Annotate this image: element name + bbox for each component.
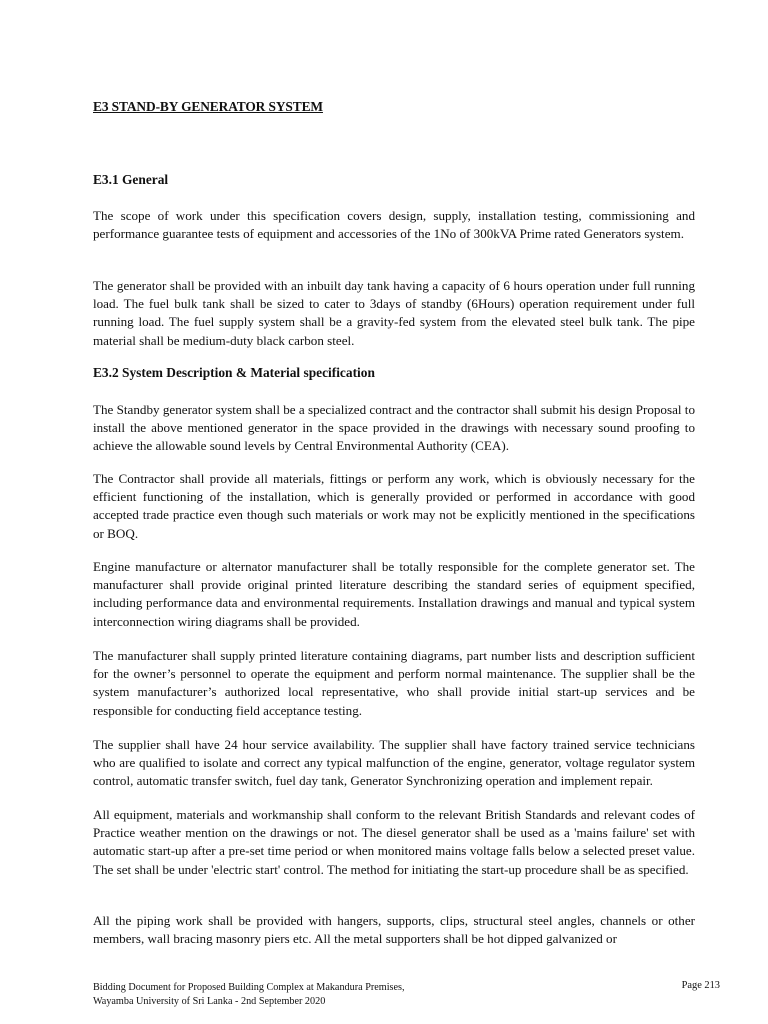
paragraph: Engine manufacture or alternator manufacturer shall be totally responsible for the complete generator set. The manufacturer shall provide original printed literature describing the standard series of equipment specified, including performance data and environmental requirements. Installation drawings and manual and typical system interconnection wiring diagrams shall be provided. (93, 559, 695, 629)
paragraph: The scope of work under this specification covers design, supply, installation testing, commissioning and performance guarantee tests of equipment and accessories of the 1No of 300kVA Prime rated Generators system. (93, 208, 695, 242)
page-number: Page 213 (681, 980, 720, 991)
document-title: E3 STAND-BY GENERATOR SYSTEM (93, 99, 323, 114)
paragraph: The generator shall be provided with an inbuilt day tank having a capacity of 6 hours operation under full running load. The fuel bulk tank shall be sized to cater to 3days of standby (6Hours) operation requirement under full running load. The fuel supply system shall be a gravity-fed system from the elevated steel bulk tank. The pipe material shall be medium-duty black carbon steel. (93, 278, 695, 348)
footer-line-2: Wayamba University of Sri Lanka - 2nd September 2020 (93, 995, 326, 1007)
paragraph: The Standby generator system shall be a specialized contract and the contractor shall submit his design Proposal to install the above mentioned generator in the space provided in the drawings with necessary sound proofing to achieve the allowable sound levels by Central Environmental Authority (CEA). (93, 402, 695, 454)
section-heading-system-description: E3.2 System Description & Material specification (93, 365, 375, 380)
paragraph: All equipment, materials and workmanship shall conform to the relevant British Standards and relevant codes of Practice weather mention on the drawings or not. The diesel generator shall be used as a 'mains failure' set with automatic start-up after a pre-set time period or when monitored mains voltage falls below a selected preset value. The set shall be under 'electric start' control. The method for initiating the start-up procedure shall be as specified. (93, 807, 695, 877)
paragraph: The Contractor shall provide all materials, fittings or perform any work, which is obviously necessary for the efficient functioning of the installation, which is generally provided or performed in accordance with good accepted trade practice even though such materials or work may not be explicitly mentioned in the specifications or BOQ. (93, 471, 695, 541)
footer-line-1: Bidding Document for Proposed Building Complex at Makandura Premises, (93, 982, 405, 993)
section-heading-general: E3.1 General (93, 172, 169, 187)
paragraph: The supplier shall have 24 hour service availability. The supplier shall have factory trained service technicians who are qualified to isolate and correct any typical malfunction of the engine, generator, voltage regulator system control, automatic transfer switch, fuel day tank, Generator Synchronizing operation and implement repair. (93, 737, 695, 789)
paragraph: All the piping work shall be provided with hangers, supports, clips, structural steel angles, channels or other members, wall bracing masonry piers etc. All the metal supporters shall be hot dipped galvanized or (93, 913, 695, 947)
footer-document-info (93, 981, 405, 1008)
paragraph: The manufacturer shall supply printed literature containing diagrams, part number lists and description sufficient for the owner’s personnel to operate the equipment and perform normal maintenance. The supplier shall be the system manufacturer’s authorized local representative, who shall provide initial start-up services and be responsible for conducting field acceptance testing. (93, 648, 695, 718)
